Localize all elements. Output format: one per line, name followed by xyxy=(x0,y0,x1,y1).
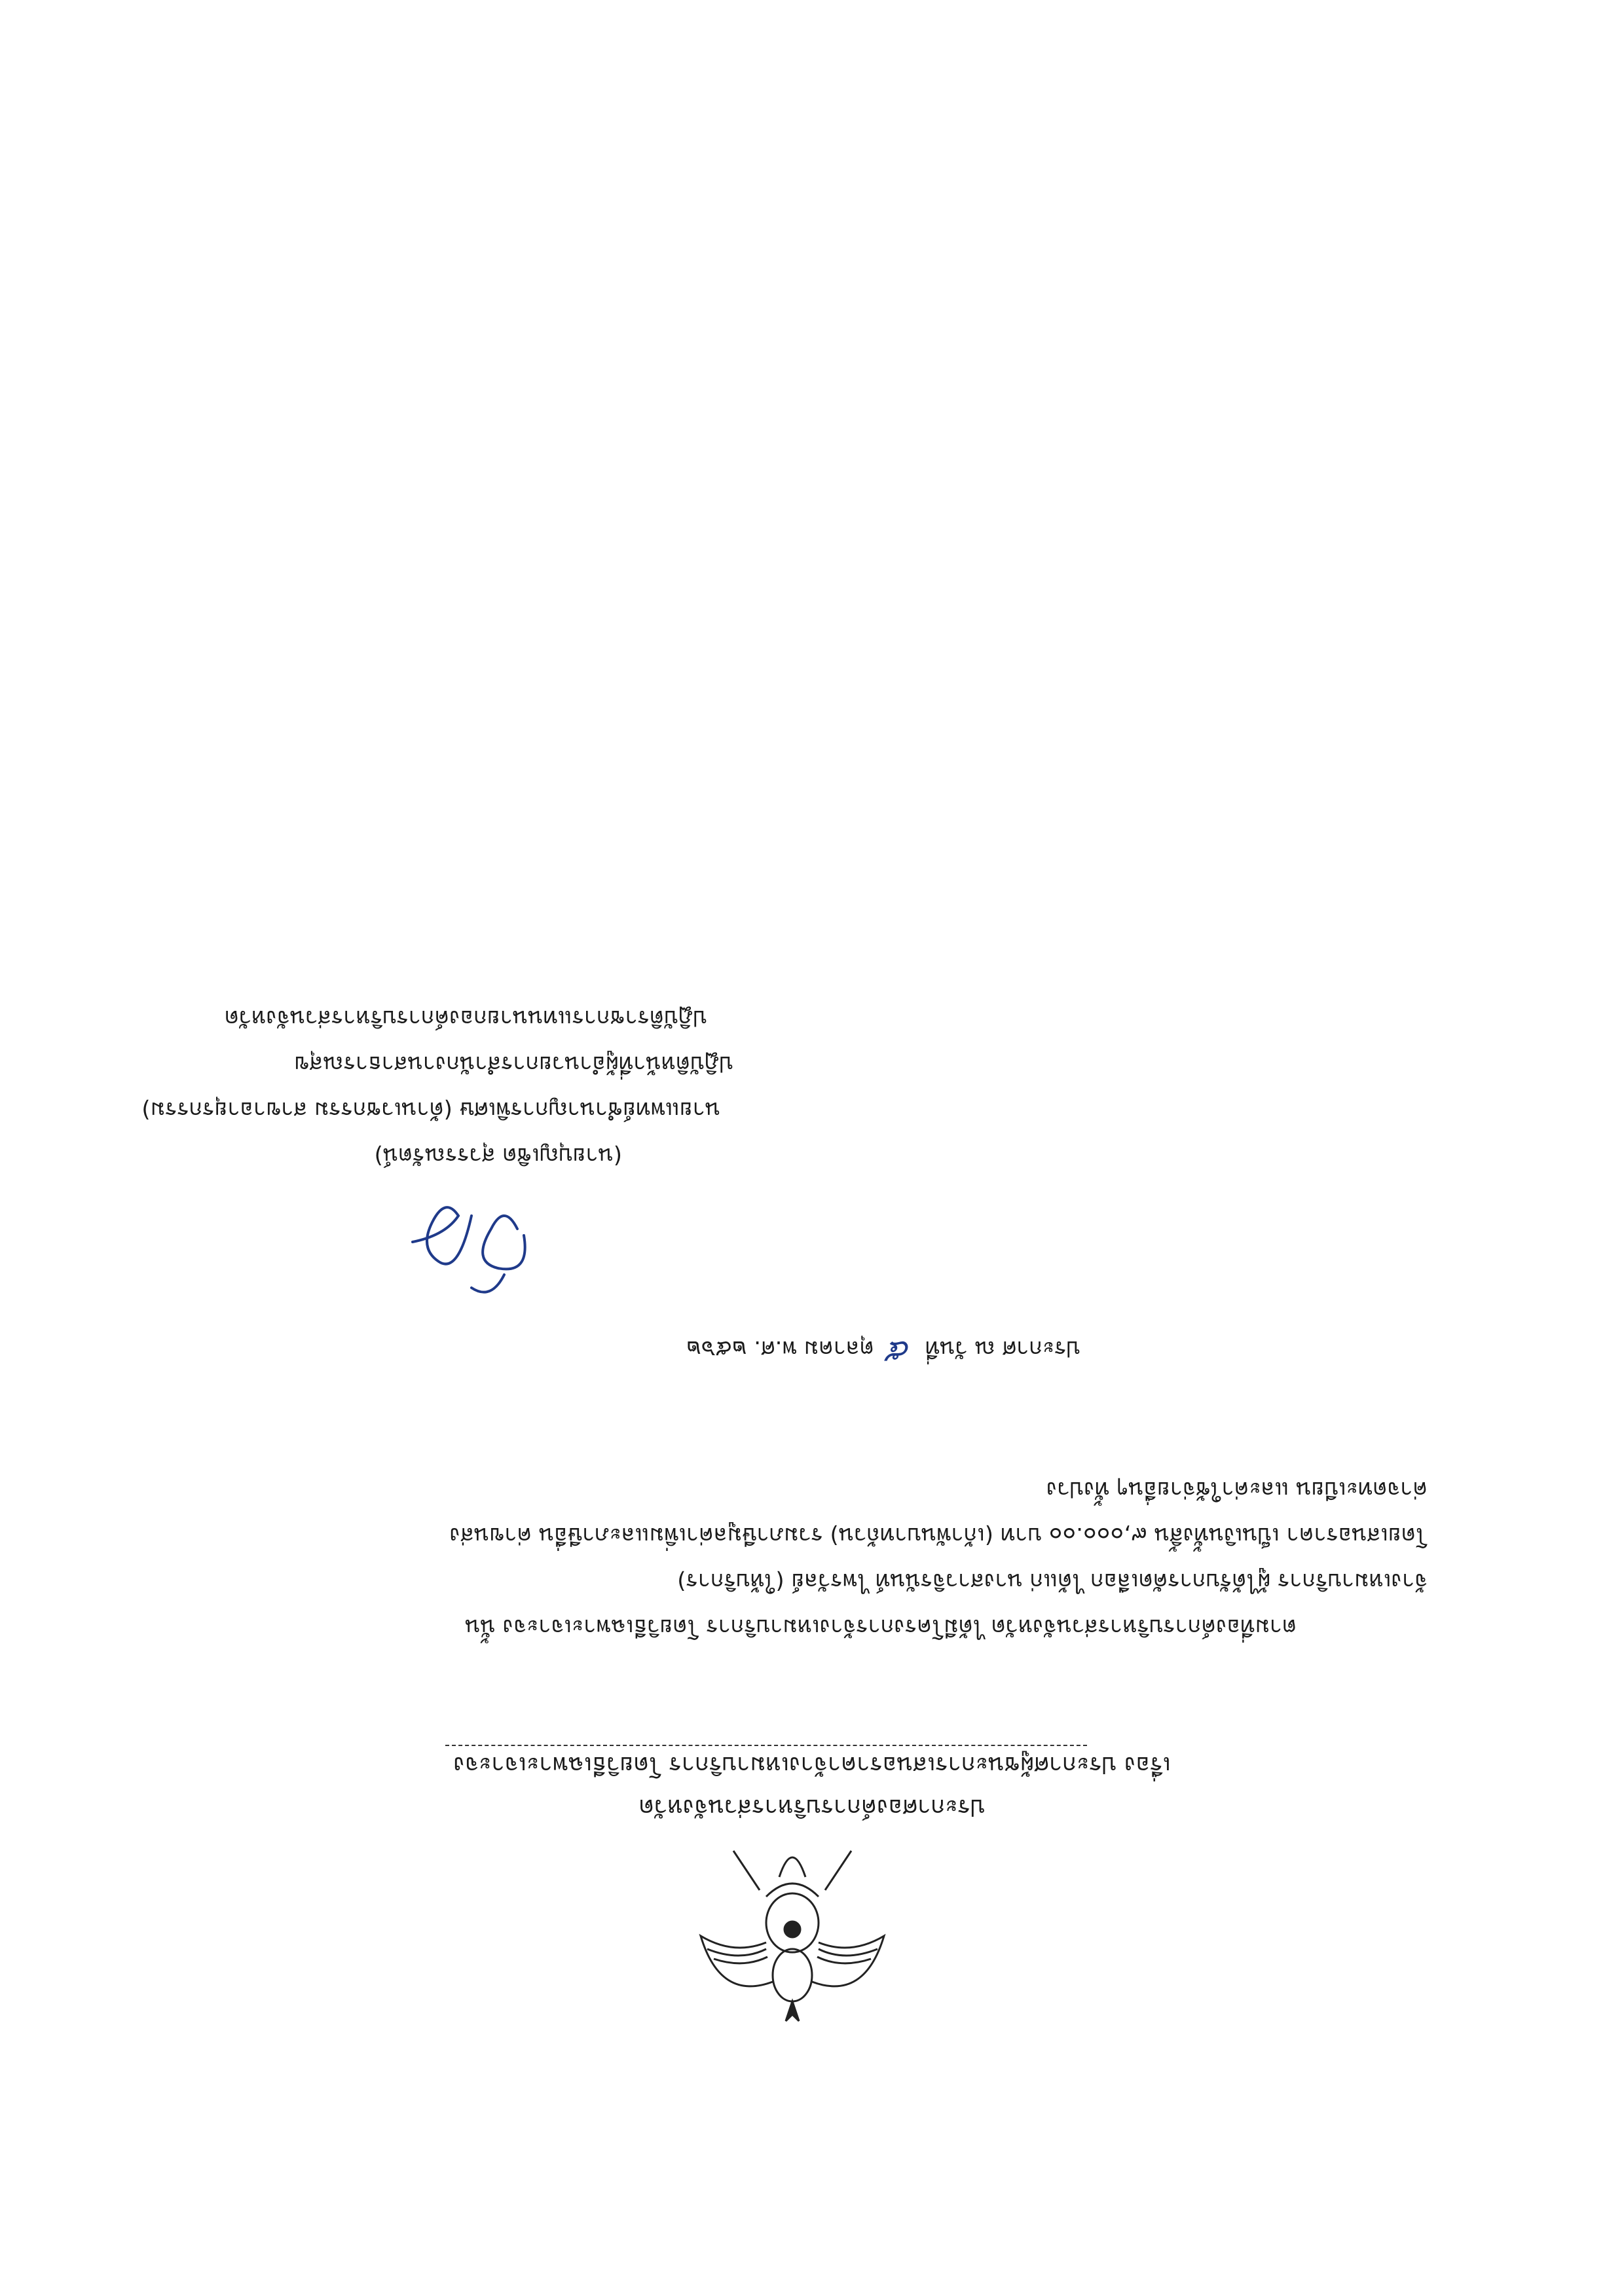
announcement-date xyxy=(686,1334,1080,1370)
garuda-emblem-icon xyxy=(694,1838,891,2028)
body-line: โดยเสนอราคา เป็นเงินทั้งสิ้น ๙,๐๐๐.๐๐ บาท (เก้าพันบาทถ้วน) รวมภาษีมูลค่าเพิ่มและภาษีอื่น ค่าขนส่ง xyxy=(449,1522,1428,1548)
document-header: ประกาศองค์การบริหารส่วนจังหวัด xyxy=(638,1794,986,1821)
announced-prefix: ประกาศ ณ วันที่ xyxy=(925,1336,1080,1362)
body-line: จ้างเหมาบริการ ผู้ได้รับการคัดเลือก ได้แก่ นางสาวจิรนันท์ ไพรวัลย์ (ให้บริการ) xyxy=(677,1568,1428,1594)
announced-month-year: ตุลาคม พ.ศ. ๒๕๖๒ xyxy=(686,1336,874,1362)
signer-position: ปฏิบัติหน้าที่ผู้อำนวยการสำนักงานสาธารณสุข xyxy=(294,1051,733,1077)
body-line: ตามที่องค์การบริหารส่วนจังหวัด ได้มีโครงการจ้างเหมาบริการ โดยวิธีเฉพาะเจาะจง นั้น xyxy=(465,1614,1297,1640)
signer-position: ปฏิบัติราชการแทนนายกองค์การบริหารส่วนจังหวัด xyxy=(224,1005,707,1031)
separator-line xyxy=(445,1745,1087,1746)
body-line: ค่าจดทะเบียน และค่าใช้จ่ายอื่นๆ ทั้งปวง xyxy=(1046,1476,1428,1503)
signer-position: นายแพทย์ชำนาญการพิเศษ (ด้านเวชกรรม สาขาอายุรกรรม) xyxy=(141,1097,720,1123)
signer-name: (นายบุญเชิด สุวรรณรัตน์) xyxy=(374,1142,622,1169)
announced-day: ๕ xyxy=(887,1334,912,1370)
document-subject: เรื่อง ประกาศผู้ชนะการเสนอราคาจ้างเหมาบริการ โดยวิธีเฉพาะเจาะจง xyxy=(453,1751,1171,1778)
handwritten-signature xyxy=(399,1183,544,1314)
